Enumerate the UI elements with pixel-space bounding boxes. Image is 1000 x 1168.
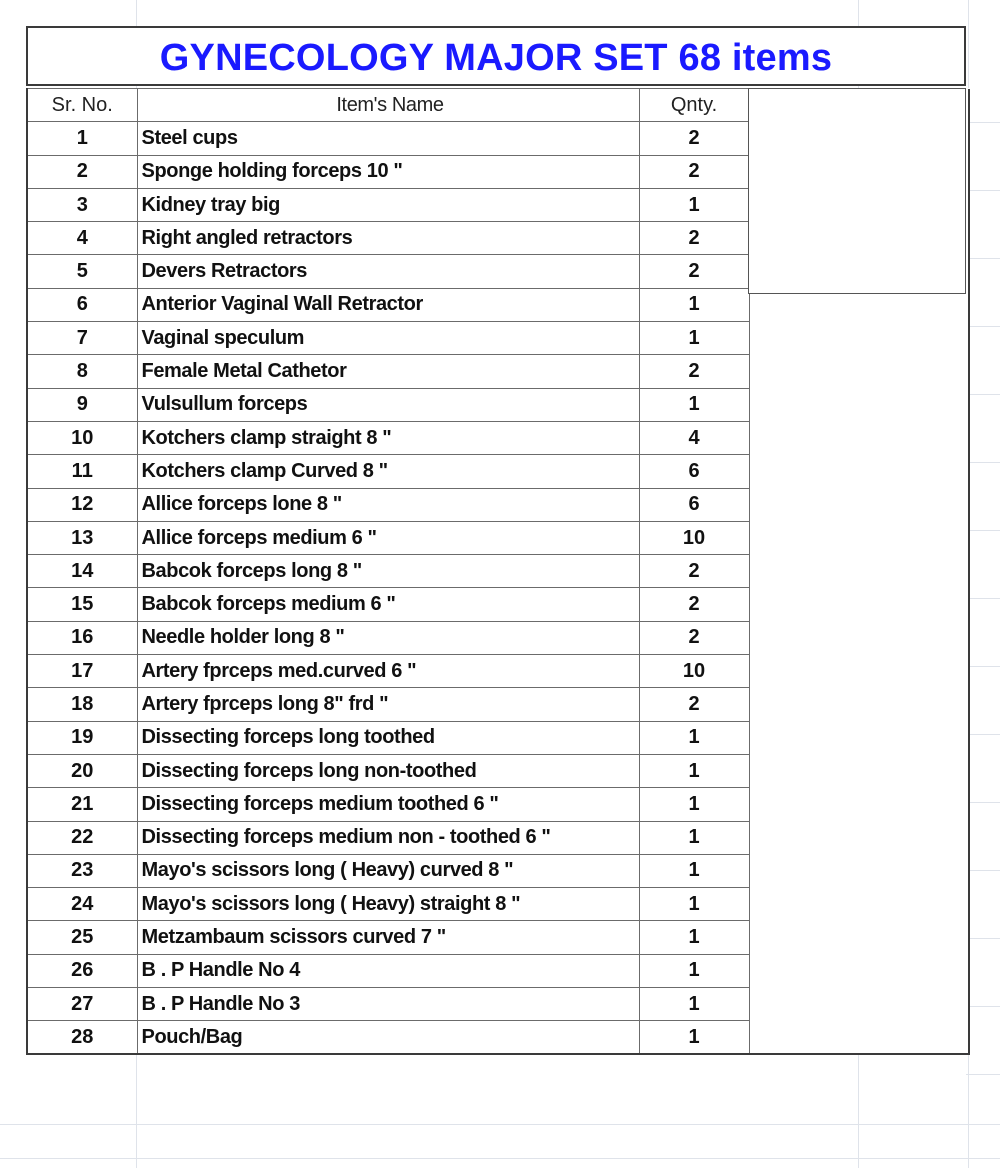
item-name-cell[interactable]: Kidney tray big [137,188,639,221]
table-row [27,455,969,488]
gridline [966,462,1000,463]
sr-no-cell[interactable]: 23 [27,854,137,887]
sr-no-cell[interactable]: 25 [27,921,137,954]
sr-no-cell[interactable]: 9 [27,388,137,421]
sr-no-cell[interactable]: 1 [27,122,137,155]
qty-cell[interactable]: 1 [639,888,749,921]
gridline [966,394,1000,395]
sr-no-cell[interactable]: 6 [27,288,137,321]
empty-cell[interactable] [749,421,969,454]
gridline [966,190,1000,191]
sr-no-cell[interactable]: 8 [27,355,137,388]
sr-no-cell[interactable]: 27 [27,988,137,1021]
sr-no-cell[interactable]: 16 [27,621,137,654]
sr-no-cell[interactable]: 26 [27,954,137,987]
gridline [966,1074,1000,1075]
item-name-cell[interactable]: Mayo's scissors long ( Heavy) straight 8 " [137,888,639,921]
gridline [966,666,1000,667]
qty-cell[interactable]: 2 [639,155,749,188]
qty-cell[interactable]: 2 [639,588,749,621]
qty-cell[interactable]: 1 [639,322,749,355]
table-row [27,954,969,987]
item-name-cell[interactable]: Steel cups [137,122,639,155]
qty-cell[interactable]: 1 [639,754,749,787]
empty-cell[interactable] [749,1021,969,1054]
qty-cell[interactable]: 1 [639,188,749,221]
table-row [27,621,969,654]
gridline [966,802,1000,803]
item-name-cell[interactable]: Artery fprceps long 8" frd " [137,688,639,721]
header-item-name[interactable]: Item's Name [137,89,639,122]
gridline [966,598,1000,599]
sr-no-cell[interactable]: 22 [27,821,137,854]
sr-no-cell[interactable]: 17 [27,655,137,688]
item-name-cell[interactable]: Needle holder long 8 " [137,621,639,654]
qty-cell[interactable]: 2 [639,222,749,255]
item-name-cell[interactable]: Babcok forceps long 8 " [137,555,639,588]
item-name-cell[interactable]: Allice forceps lone 8 " [137,488,639,521]
empty-cell[interactable] [749,788,969,821]
empty-cell[interactable] [749,754,969,787]
table-row [27,821,969,854]
gridline [966,258,1000,259]
gridline [966,938,1000,939]
empty-cell[interactable] [749,655,969,688]
page-title: GYNECOLOGY MAJOR SET 68 items [159,36,833,79]
table-row [27,388,969,421]
qty-cell[interactable]: 6 [639,488,749,521]
title-cell[interactable] [26,26,966,86]
item-name-cell[interactable]: Kotchers clamp straight 8 " [137,421,639,454]
table-row [27,754,969,787]
table-row [27,1021,969,1054]
gridline [966,870,1000,871]
table-row [27,721,969,754]
item-name-cell[interactable]: Dissecting forceps long non-toothed [137,754,639,787]
gridline [0,1158,1000,1159]
table-row [27,322,969,355]
item-name-cell[interactable]: Right angled retractors [137,222,639,255]
item-name-cell[interactable]: Dissecting forceps medium non - toothed 6 " [137,821,639,854]
sr-no-cell[interactable]: 4 [27,222,137,255]
table-row [27,588,969,621]
sr-no-cell[interactable]: 5 [27,255,137,288]
item-name-cell[interactable]: Vulsullum forceps [137,388,639,421]
qty-cell[interactable]: 2 [639,122,749,155]
table-row [27,988,969,1021]
qty-cell[interactable]: 1 [639,821,749,854]
qty-cell[interactable]: 1 [639,954,749,987]
item-name-cell[interactable]: Dissecting forceps medium toothed 6 " [137,788,639,821]
sr-no-cell[interactable]: 7 [27,322,137,355]
item-name-cell[interactable]: Pouch/Bag [137,1021,639,1054]
header-qty[interactable]: Qnty. [639,89,749,122]
blank-box [748,88,966,294]
item-name-cell[interactable]: B . P Handle No 4 [137,954,639,987]
empty-cell[interactable] [749,322,969,355]
item-name-cell[interactable]: Anterior Vaginal Wall Retractor [137,288,639,321]
qty-cell[interactable]: 2 [639,255,749,288]
qty-cell[interactable]: 1 [639,721,749,754]
table-row [27,421,969,454]
empty-cell[interactable] [749,921,969,954]
qty-cell[interactable]: 2 [639,621,749,654]
empty-cell[interactable] [749,521,969,554]
empty-cell[interactable] [749,355,969,388]
qty-cell[interactable]: 2 [639,688,749,721]
qty-cell[interactable]: 4 [639,421,749,454]
table-row [27,488,969,521]
sr-no-cell[interactable]: 3 [27,188,137,221]
qty-cell[interactable]: 1 [639,788,749,821]
sr-no-cell[interactable]: 2 [27,155,137,188]
sr-no-cell[interactable]: 21 [27,788,137,821]
item-name-cell[interactable]: Devers Retractors [137,255,639,288]
empty-cell[interactable] [749,721,969,754]
table-row [27,355,969,388]
empty-cell[interactable] [749,588,969,621]
item-name-cell[interactable]: Sponge holding forceps 10 " [137,155,639,188]
table-row [27,921,969,954]
qty-cell[interactable]: 2 [639,555,749,588]
item-name-cell[interactable]: Vaginal speculum [137,322,639,355]
empty-cell[interactable] [749,854,969,887]
qty-cell[interactable]: 1 [639,388,749,421]
qty-cell[interactable]: 1 [639,921,749,954]
empty-cell[interactable] [749,455,969,488]
header-sr-no[interactable]: Sr. No. [27,89,137,122]
gridline [966,326,1000,327]
gridline [966,734,1000,735]
item-name-cell[interactable]: Female Metal Cathetor [137,355,639,388]
empty-cell[interactable] [749,488,969,521]
item-name-cell[interactable]: Metzambaum scissors curved 7 " [137,921,639,954]
sr-no-cell[interactable]: 12 [27,488,137,521]
qty-cell[interactable]: 1 [639,988,749,1021]
empty-cell[interactable] [749,621,969,654]
sr-no-cell[interactable]: 13 [27,521,137,554]
qty-cell[interactable]: 1 [639,288,749,321]
table-row [27,655,969,688]
table-row [27,521,969,554]
qty-cell[interactable]: 6 [639,455,749,488]
qty-cell[interactable]: 1 [639,1021,749,1054]
gridline [966,1006,1000,1007]
empty-cell[interactable] [749,821,969,854]
table-row [27,888,969,921]
qty-cell[interactable]: 10 [639,655,749,688]
sr-no-cell[interactable]: 24 [27,888,137,921]
item-name-cell[interactable]: Dissecting forceps long toothed [137,721,639,754]
empty-cell[interactable] [749,388,969,421]
sr-no-cell[interactable]: 15 [27,588,137,621]
table-row [27,555,969,588]
empty-cell[interactable] [749,688,969,721]
empty-cell[interactable] [749,954,969,987]
empty-cell[interactable] [749,555,969,588]
sr-no-cell[interactable]: 28 [27,1021,137,1054]
qty-cell[interactable]: 1 [639,854,749,887]
item-name-cell[interactable]: B . P Handle No 3 [137,988,639,1021]
sr-no-cell[interactable]: 20 [27,754,137,787]
empty-cell[interactable] [749,988,969,1021]
sr-no-cell[interactable]: 14 [27,555,137,588]
gridline [966,122,1000,123]
item-name-cell[interactable]: Babcok forceps medium 6 " [137,588,639,621]
table-row [27,854,969,887]
sr-no-cell[interactable]: 18 [27,688,137,721]
sr-no-cell[interactable]: 19 [27,721,137,754]
gridline [0,1124,1000,1125]
gridline [966,530,1000,531]
item-name-cell[interactable]: Artery fprceps med.curved 6 " [137,655,639,688]
item-name-cell[interactable]: Mayo's scissors long ( Heavy) curved 8 " [137,854,639,887]
sr-no-cell[interactable]: 11 [27,455,137,488]
sr-no-cell[interactable]: 10 [27,421,137,454]
qty-cell[interactable]: 10 [639,521,749,554]
item-name-cell[interactable]: Kotchers clamp Curved 8 " [137,455,639,488]
qty-cell[interactable]: 2 [639,355,749,388]
empty-cell[interactable] [749,888,969,921]
item-name-cell[interactable]: Allice forceps medium 6 " [137,521,639,554]
table-row [27,688,969,721]
table-row [27,788,969,821]
